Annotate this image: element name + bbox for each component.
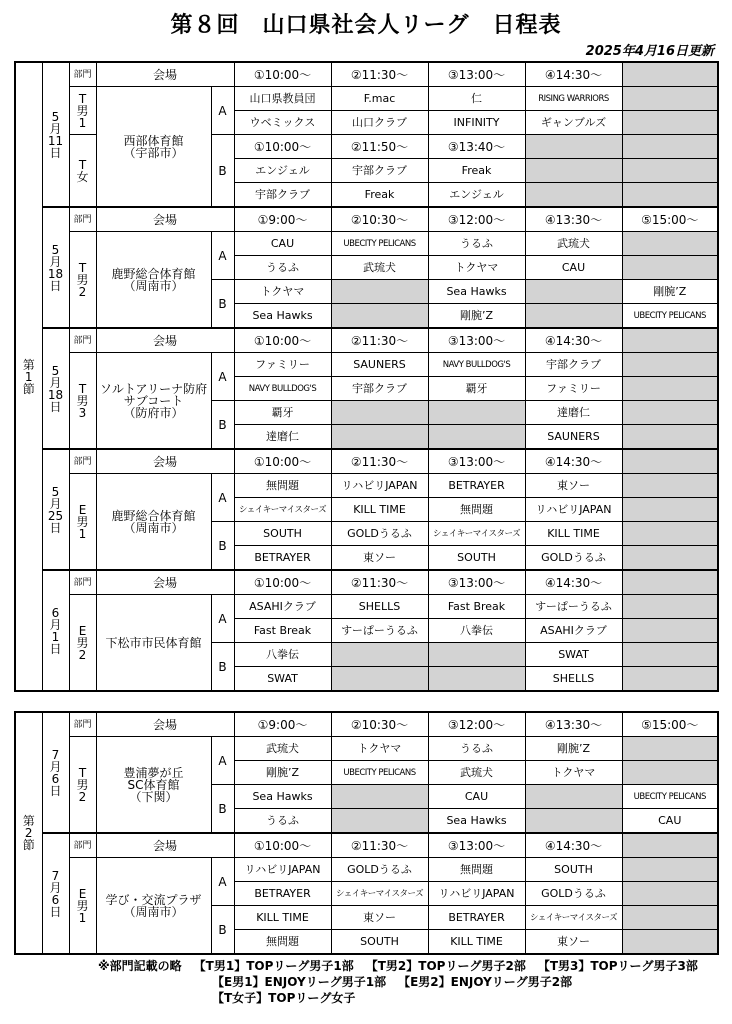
team-cell: 達磨仁 (525, 401, 622, 425)
team-cell: Freak (331, 183, 428, 208)
time-slot: ④14:30～ (525, 833, 622, 858)
empty-cell (622, 87, 718, 111)
match-date: 5 月 18 日 (42, 207, 69, 328)
empty-cell (428, 643, 525, 667)
empty-cell (525, 280, 622, 304)
team-cell: 無問題 (428, 498, 525, 522)
dept-code: T 女 (69, 135, 96, 208)
team-cell: リハビリJAPAN (234, 858, 331, 882)
empty-cell (622, 232, 718, 256)
venue-header: 会場 (96, 62, 234, 87)
setsu-label: 第 2 節 (15, 712, 42, 954)
team-cell: 武琉犬 (525, 232, 622, 256)
team-cell: ウベミックス (234, 111, 331, 135)
dept-code: E 男 2 (69, 595, 96, 692)
empty-cell (622, 882, 718, 906)
page-title: 第８回 山口県社会人リーグ 日程表 (170, 13, 562, 38)
match-date: 7 月 6 日 (42, 712, 69, 833)
team-cell: エンジェル (234, 159, 331, 183)
team-cell: INFINITY (428, 111, 525, 135)
time-slot: ①10:00～ (234, 328, 331, 353)
empty-cell (622, 737, 718, 761)
dept-code: T 男 3 (69, 353, 96, 450)
time-slot: ③13:00～ (428, 570, 525, 595)
time-slot: ④14:30～ (525, 328, 622, 353)
empty-cell (622, 183, 718, 208)
time-slot: ①10:00～ (234, 62, 331, 87)
match-date: 5 月 25 日 (42, 449, 69, 570)
empty-cell (622, 619, 718, 643)
dept-code: T 男 2 (69, 232, 96, 329)
team-cell: GOLDうるふ (331, 858, 428, 882)
time-slot: ②11:30～ (331, 449, 428, 474)
team-cell: UBECITY PELICANS (331, 761, 428, 785)
team-cell: KILL TIME (525, 522, 622, 546)
legend-e2: 【E男2】ENJOYリーグ男子2部 (398, 975, 573, 989)
time-slot: ②10:30～ (331, 207, 428, 232)
match-date: 7 月 6 日 (42, 833, 69, 954)
venue-name: 鹿野総合体育館 （周南市） (96, 474, 211, 571)
empty-cell (622, 570, 718, 595)
team-cell: KILL TIME (331, 498, 428, 522)
time-slot: ⑤15:00～ (622, 207, 718, 232)
empty-cell (622, 328, 718, 353)
team-cell: リハビリJAPAN (525, 498, 622, 522)
court-label: B (211, 522, 234, 571)
team-cell: SWAT (525, 643, 622, 667)
empty-cell (331, 304, 428, 329)
team-cell: NAVY BULLDOG'S (428, 353, 525, 377)
empty-cell (331, 425, 428, 450)
dept-code: T 男 1 (69, 87, 96, 135)
team-cell: Sea Hawks (428, 280, 525, 304)
team-cell: SHELLS (525, 667, 622, 692)
empty-cell (622, 159, 718, 183)
empty-cell (331, 401, 428, 425)
team-cell: KILL TIME (428, 930, 525, 955)
empty-cell (525, 183, 622, 208)
team-cell: 八拳伝 (428, 619, 525, 643)
empty-cell (622, 353, 718, 377)
team-cell: シェイキーマイスターズ (525, 906, 622, 930)
court-label: B (211, 906, 234, 955)
legend-t2: 【T男2】TOPリーグ男子2部 (365, 959, 526, 973)
team-cell: CAU (622, 809, 718, 834)
time-slot: ④13:30～ (525, 712, 622, 737)
empty-cell (622, 135, 718, 159)
empty-cell (331, 280, 428, 304)
match-date: 5 月 11 日 (42, 62, 69, 207)
schedule-table-setsu1 (14, 61, 719, 692)
dept-header: 部門 (69, 62, 96, 87)
time-slot: ①10:00～ (234, 449, 331, 474)
team-cell: Fast Break (234, 619, 331, 643)
team-cell: 山口クラブ (331, 111, 428, 135)
time-slot: ③13:00～ (428, 328, 525, 353)
time-slot: ②10:30～ (331, 712, 428, 737)
time-slot: ①10:00～ (234, 135, 331, 159)
dept-code: T 男 2 (69, 737, 96, 834)
time-slot: ①10:00～ (234, 833, 331, 858)
venue-name: 学び・交流プラザ （周南市） (96, 858, 211, 955)
team-cell: 達磨仁 (234, 425, 331, 450)
team-cell: すーぱーうるふ (525, 595, 622, 619)
team-cell: UBECITY PELICANS (622, 304, 718, 329)
team-cell: BETRAYER (234, 546, 331, 571)
time-slot: ③12:00～ (428, 207, 525, 232)
time-slot: ①10:00～ (234, 570, 331, 595)
venue-name: 西部体育館 （宇部市） (96, 87, 211, 208)
team-cell: UBECITY PELICANS (331, 232, 428, 256)
team-cell: CAU (525, 256, 622, 280)
empty-cell (331, 809, 428, 834)
time-slot: ②11:30～ (331, 833, 428, 858)
empty-cell (622, 425, 718, 450)
match-date: 5 月 18 日 (42, 328, 69, 449)
team-cell: 剛腕’Z (428, 304, 525, 329)
team-cell: F.mac (331, 87, 428, 111)
time-slot: ②11:50～ (331, 135, 428, 159)
empty-cell (622, 522, 718, 546)
team-cell: CAU (428, 785, 525, 809)
legend-t3: 【T男3】TOPリーグ男子3部 (537, 959, 698, 973)
court-label: B (211, 401, 234, 450)
venue-header: 会場 (96, 570, 234, 595)
team-cell: Freak (428, 159, 525, 183)
empty-cell (622, 930, 718, 955)
time-slot: ④14:30～ (525, 570, 622, 595)
time-slot: ①9:00～ (234, 207, 331, 232)
team-cell: GOLDうるふ (331, 522, 428, 546)
dept-code: E 男 1 (69, 474, 96, 571)
match-date: 6 月 1 日 (42, 570, 69, 691)
empty-cell (622, 474, 718, 498)
team-cell: 宇部クラブ (331, 377, 428, 401)
team-cell: うるふ (428, 737, 525, 761)
dept-header: 部門 (69, 712, 96, 737)
team-cell: エンジェル (428, 183, 525, 208)
team-cell: SOUTH (234, 522, 331, 546)
team-cell: 東ソー (331, 906, 428, 930)
team-cell: 武琉犬 (331, 256, 428, 280)
updated-date: 2025年4月16日更新 (585, 44, 714, 59)
team-cell: 宇部クラブ (234, 183, 331, 208)
team-cell: SOUTH (428, 546, 525, 571)
team-cell: ファミリー (234, 353, 331, 377)
empty-cell (622, 761, 718, 785)
team-cell: BETRAYER (428, 906, 525, 930)
empty-cell (622, 667, 718, 692)
court-label: B (211, 280, 234, 329)
court-label: B (211, 643, 234, 692)
court-label: A (211, 232, 234, 280)
court-label: A (211, 353, 234, 401)
team-cell: SHELLS (331, 595, 428, 619)
team-cell: リハビリJAPAN (428, 882, 525, 906)
legend-tw: 【T女子】TOPリーグ女子 (212, 991, 356, 1005)
team-cell: Sea Hawks (428, 809, 525, 834)
venue-name: 下松市市民体育館 (96, 595, 211, 692)
court-label: A (211, 474, 234, 522)
time-slot: ④14:30～ (525, 449, 622, 474)
empty-cell (428, 667, 525, 692)
team-cell: 東ソー (525, 474, 622, 498)
team-cell: 武琉犬 (428, 761, 525, 785)
team-cell: うるふ (234, 809, 331, 834)
team-cell: トクヤマ (525, 761, 622, 785)
team-cell: シェイキーマイスターズ (331, 882, 428, 906)
team-cell: 剛腕’Z (622, 280, 718, 304)
court-label: B (211, 785, 234, 834)
empty-cell (622, 498, 718, 522)
venue-header: 会場 (96, 712, 234, 737)
venue-name: ソルトアリーナ防府 サブコート （防府市） (96, 353, 211, 450)
dept-header: 部門 (69, 207, 96, 232)
empty-cell (428, 401, 525, 425)
team-cell: 剛腕’Z (234, 761, 331, 785)
time-slot: ③13:00～ (428, 449, 525, 474)
team-cell: ASAHIクラブ (525, 619, 622, 643)
team-cell: 東ソー (331, 546, 428, 571)
team-cell: SAUNERS (331, 353, 428, 377)
time-slot: ④14:30～ (525, 62, 622, 87)
setsu-label: 第 1 節 (15, 62, 42, 691)
team-cell: BETRAYER (234, 882, 331, 906)
team-cell: GOLDうるふ (525, 882, 622, 906)
team-cell: うるふ (234, 256, 331, 280)
empty-cell (428, 425, 525, 450)
team-cell: Sea Hawks (234, 304, 331, 329)
team-cell: シェイキーマイスターズ (428, 522, 525, 546)
empty-cell (331, 667, 428, 692)
empty-cell (331, 785, 428, 809)
team-cell: Fast Break (428, 595, 525, 619)
team-cell: SOUTH (525, 858, 622, 882)
empty-cell (331, 643, 428, 667)
empty-cell (622, 62, 718, 87)
team-cell: トクヤマ (331, 737, 428, 761)
team-cell: Sea Hawks (234, 785, 331, 809)
court-label: A (211, 737, 234, 785)
empty-cell (622, 833, 718, 858)
schedule-table-setsu2 (14, 711, 719, 955)
court-label: A (211, 595, 234, 643)
empty-cell (525, 809, 622, 834)
empty-cell (622, 643, 718, 667)
dept-code: E 男 1 (69, 858, 96, 955)
team-cell: トクヤマ (428, 256, 525, 280)
time-slot: ③13:00～ (428, 833, 525, 858)
time-slot: ①9:00～ (234, 712, 331, 737)
dept-header: 部門 (69, 833, 96, 858)
venue-header: 会場 (96, 449, 234, 474)
team-cell: 山口県教員団 (234, 87, 331, 111)
team-cell: SWAT (234, 667, 331, 692)
team-cell: NAVY BULLDOG'S (234, 377, 331, 401)
team-cell: ギャンブルズ (525, 111, 622, 135)
team-cell: シェイキーマイスターズ (234, 498, 331, 522)
team-cell: うるふ (428, 232, 525, 256)
team-cell: 無問題 (234, 474, 331, 498)
venue-header: 会場 (96, 833, 234, 858)
team-cell: 東ソー (525, 930, 622, 955)
empty-cell (622, 111, 718, 135)
time-slot: ④13:30～ (525, 207, 622, 232)
team-cell: SOUTH (331, 930, 428, 955)
empty-cell (622, 906, 718, 930)
empty-cell (622, 449, 718, 474)
team-cell: UBECITY PELICANS (622, 785, 718, 809)
empty-cell (622, 595, 718, 619)
empty-cell (622, 858, 718, 882)
empty-cell (525, 159, 622, 183)
team-cell: 覇牙 (234, 401, 331, 425)
empty-cell (525, 135, 622, 159)
team-cell: KILL TIME (234, 906, 331, 930)
team-cell: SAUNERS (525, 425, 622, 450)
dept-header: 部門 (69, 328, 96, 353)
venue-header: 会場 (96, 328, 234, 353)
team-cell: ファミリー (525, 377, 622, 401)
team-cell: 武琉犬 (234, 737, 331, 761)
team-cell: 無問題 (234, 930, 331, 955)
team-cell: 無問題 (428, 858, 525, 882)
team-cell: GOLDうるふ (525, 546, 622, 571)
team-cell: リハビリJAPAN (331, 474, 428, 498)
team-cell: 仁 (428, 87, 525, 111)
empty-cell (525, 785, 622, 809)
legend-note: ※部門記載の略 (98, 959, 182, 973)
legend (98, 958, 710, 1006)
team-cell: RISING WARRIORS (525, 87, 622, 111)
empty-cell (622, 256, 718, 280)
time-slot: ②11:30～ (331, 328, 428, 353)
time-slot: ③13:40～ (428, 135, 525, 159)
empty-cell (622, 377, 718, 401)
empty-cell (525, 304, 622, 329)
time-slot: ③13:00～ (428, 62, 525, 87)
team-cell: すーぱーうるふ (331, 619, 428, 643)
legend-e1: 【E男1】ENJOYリーグ男子1部 (212, 975, 387, 989)
team-cell: トクヤマ (234, 280, 331, 304)
team-cell: BETRAYER (428, 474, 525, 498)
time-slot: ③12:00～ (428, 712, 525, 737)
court-label: A (211, 87, 234, 135)
dept-header: 部門 (69, 570, 96, 595)
team-cell: 宇部クラブ (525, 353, 622, 377)
time-slot: ②11:30～ (331, 570, 428, 595)
team-cell: 宇部クラブ (331, 159, 428, 183)
dept-header: 部門 (69, 449, 96, 474)
time-slot: ②11:30～ (331, 62, 428, 87)
court-label: A (211, 858, 234, 906)
legend-t1: 【T男1】TOPリーグ男子1部 (193, 959, 354, 973)
venue-header: 会場 (96, 207, 234, 232)
team-cell: 八拳伝 (234, 643, 331, 667)
team-cell: CAU (234, 232, 331, 256)
team-cell: 覇牙 (428, 377, 525, 401)
venue-name: 鹿野総合体育館 （周南市） (96, 232, 211, 329)
venue-name: 豊浦夢が丘 SC体育館 （下関） (96, 737, 211, 834)
time-slot: ⑤15:00～ (622, 712, 718, 737)
empty-cell (622, 401, 718, 425)
team-cell: 剛腕’Z (525, 737, 622, 761)
court-label: B (211, 135, 234, 208)
empty-cell (622, 546, 718, 571)
team-cell: ASAHIクラブ (234, 595, 331, 619)
